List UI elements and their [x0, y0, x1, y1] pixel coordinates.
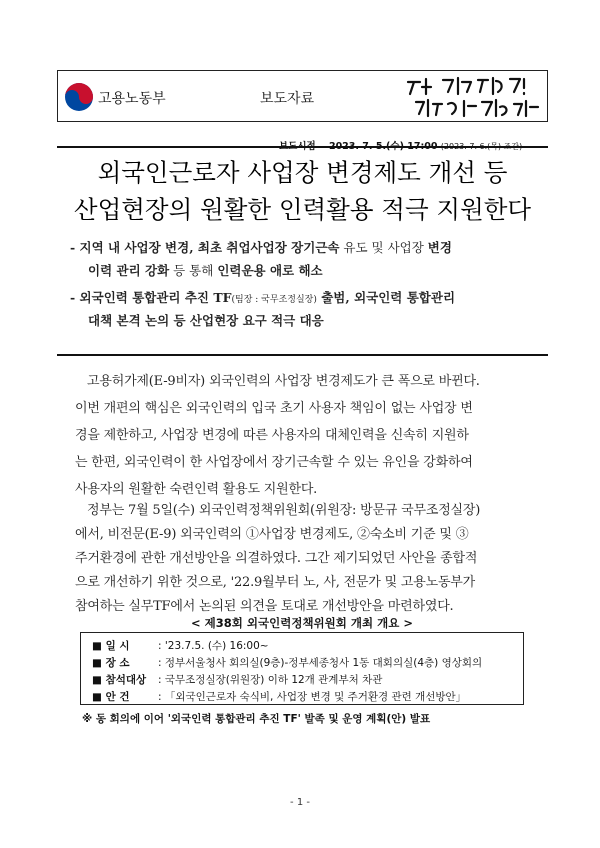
para-2-line-1: 정부는 7월 5일(수) 외국인력정책위원회(위원장: 방문규 국무조정실장)	[87, 503, 481, 518]
para-1-line-3: 경을 제한하고, 사업장 변경에 따른 사용자의 대체인력을 신속히 지원하	[75, 428, 469, 443]
taegeuk-logo-icon	[64, 82, 94, 112]
para-2-line-2: 에서, 비전문(E-9) 외국인력의 ①사업장 변경제도, ②숙소비 기준 및 ③	[75, 527, 469, 542]
para-2-line-4: 으로 개선하기 위한 것으로, '22.9월부터 노, 사, 전문가 및 고용노동부가	[75, 575, 476, 590]
ministry-name: 고용노동부	[98, 91, 166, 107]
summary-row-place: ■ 장 소 : 정부서울청사 회의실(9층)-정부세종청사 1동 대회의실(4층) 영상회의	[92, 657, 483, 669]
para-1-line-1: 고용허가제(E-9비자) 외국인력의 사업장 변경제도가 큰 폭으로 바뀐다.	[87, 374, 480, 389]
para-1-line-5: 사용자의 원활한 숙련인력 활용도 지원한다.	[75, 482, 318, 497]
bullet-1-line-1: - 지역 내 사업장 변경, 최초 취업사업장 장기근속 유도 및 사업장 변경	[70, 240, 452, 255]
title-line-2: 산업현장의 원활한 인력활용 적극 지원한다	[73, 195, 532, 224]
para-1-line-4: 는 한편, 외국인력이 한 사업장에서 장기근속할 수 있는 유인을 강화하여	[75, 455, 473, 470]
slogan-calligraphy	[398, 74, 546, 120]
release-datetime: 2023. 7. 5.(수) 17:00	[328, 141, 438, 152]
doc-type-label: 보도자료	[260, 91, 315, 107]
summary-row-attendees: ■ 참석대상 : 국무조정실장(위원장) 이하 12개 관계부처 차관	[92, 674, 383, 686]
summary-row-date: ■ 일 시 : '23.7.5. (수) 16:00~	[92, 640, 269, 652]
bullet-1-line-2: 이력 관리 강화 등 통해 인력운용 애로 해소	[88, 263, 323, 278]
release-label: 보도시점	[279, 141, 316, 152]
title-line-1: 외국인근로자 사업장 변경제도 개선 등	[97, 158, 508, 187]
para-2-line-5: 참여하는 실무TF에서 논의된 의견을 토대로 개선방안을 마련하였다.	[75, 599, 454, 614]
summary-note: ※ 동 회의에 이어 '외국인력 통합관리 추진 TF' 발족 및 운영 계획(안) 발표	[82, 713, 431, 725]
summary-title: < 제38회 외국인력정책위원회 개최 개요 >	[191, 616, 413, 630]
bullet-2-line-1: - 외국인력 통합관리 추진 TF(팀장 : 국무조정실장) 출범, 외국인력 통합관리	[70, 290, 456, 305]
summary-row-agenda: ■ 안 건 : 「외국인근로자 숙식비, 사업장 변경 및 주거환경 관련 개선방안」	[92, 691, 467, 703]
bullet-2-line-2: 대책 본격 논의 등 산업현장 요구 적극 대응	[88, 313, 324, 328]
release-paper: (2023. 7. 6.(목) 조간)	[440, 142, 523, 151]
para-1-line-2: 이번 개편의 핵심은 외국인력의 입국 초기 사용자 책임이 없는 사업장 변	[75, 401, 473, 416]
page-number: - 1 -	[290, 797, 310, 808]
para-2-line-3: 주거환경에 관한 개선방안을 의결하였다. 그간 제기되었던 사안을 종합적	[75, 551, 478, 566]
